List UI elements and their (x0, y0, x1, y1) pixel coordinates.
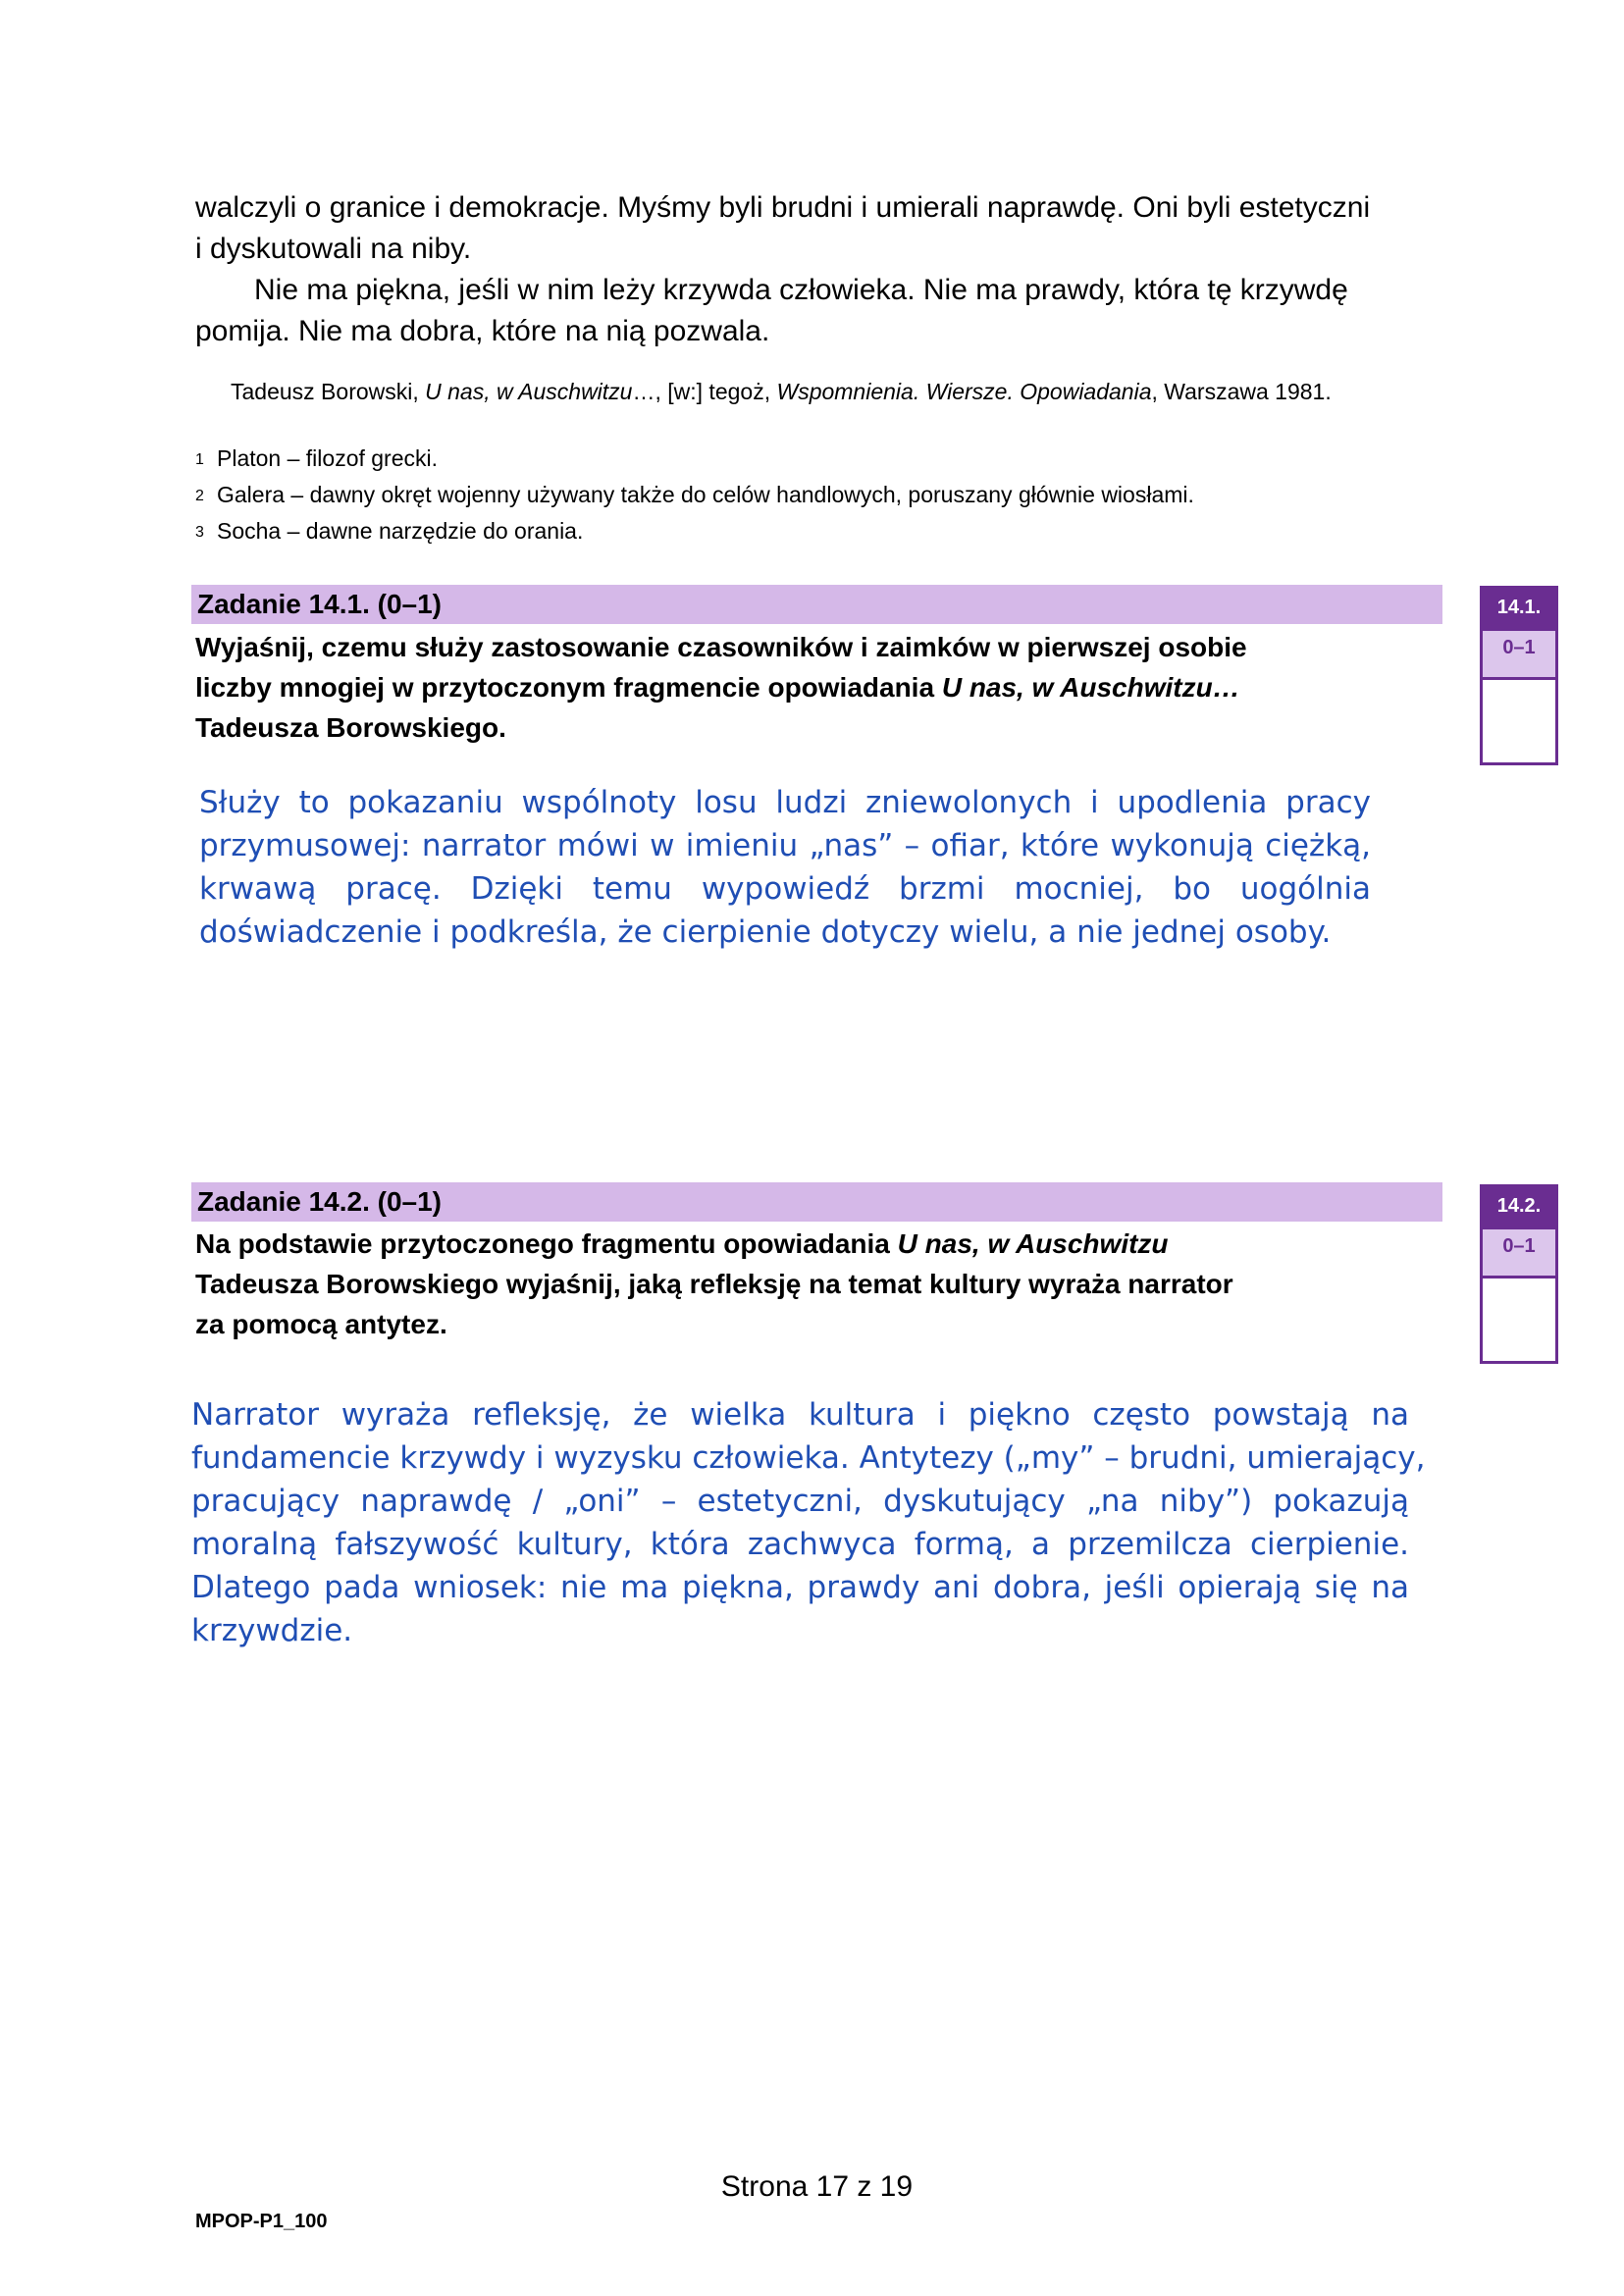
task-14-2-answer[interactable] (191, 1393, 1426, 1652)
question-work-title: U nas, w Auschwitzu… (941, 672, 1240, 703)
answer-line: Narrator wyraża refleksję, że wielka kultura i piękno często powstają na (191, 1397, 1409, 1433)
question-text: Na podstawie przytoczonego fragmentu opowiadania (195, 1228, 898, 1259)
page-number: Strona 17 z 19 (720, 2170, 914, 2203)
task-14-2-question-line-1 (195, 1224, 1169, 1264)
answer-line: fundamencie krzywdy i wyzysku człowieka. Antytezy („my” – brudni, umierający, (191, 1440, 1426, 1476)
score-id: 14.1. (1483, 589, 1555, 628)
task-14-1-question-line-1: Wyjaśnij, czemu służy zastosowanie czasowników i zaimków w pierwszej osobie (195, 632, 1247, 662)
source-title: U nas, w Auschwitzu (425, 379, 633, 404)
answer-line: krwawą pracę. Dzięki temu wypowiedź brzmi mocniej, bo uogólnia (199, 871, 1371, 907)
question-work-title: U nas, w Auschwitzu (897, 1228, 1169, 1259)
score-entry-field[interactable] (1483, 680, 1555, 762)
passage-line-4: pomija. Nie ma dobra, które na nią pozwala. (195, 315, 770, 347)
task-14-2-header: Zadanie 14.2. (0–1) (191, 1182, 1442, 1222)
passage-line-3: Nie ma piękna, jeśli w nim leży krzywda człowieka. Nie ma prawdy, która tę krzywdę (254, 274, 1348, 306)
answer-line: przymusowej: narrator mówi w imieniu „nas” – ofiar, które wykonują ciężką, (199, 828, 1371, 863)
footnote-text: Galera – dawny okręt wojenny używany także do celów handlowych, poruszany głównie wiosłami. (217, 482, 1194, 507)
score-box-14-1 (1480, 586, 1558, 765)
task-14-1-header: Zadanie 14.1. (0–1) (191, 585, 1442, 624)
footnote-text: Socha – dawne narzędzie do orania. (217, 518, 584, 544)
passage-line-2: i dyskutowali na niby. (195, 233, 472, 265)
answer-line: moralną fałszywość kultury, która zachwyca formą, a przemilcza cierpienie. (191, 1527, 1409, 1562)
score-id: 14.2. (1483, 1187, 1555, 1226)
answer-line: doświadczenie i podkreśla, że cierpienie dotyczy wielu, a nie jednej osoby. (199, 914, 1332, 950)
question-text: liczby mnogiej w przytoczonym fragmencie opowiadania (195, 672, 942, 703)
footnote-number: 1 (195, 451, 204, 468)
answer-line: Dlatego pada wniosek: nie ma piękna, prawdy ani dobra, jeśli opierają się na (191, 1570, 1409, 1605)
source-end: , Warszawa 1981. (1151, 379, 1332, 404)
answer-line: krzywdzie. (191, 1613, 353, 1648)
source-citation (231, 377, 1332, 406)
score-points: 0–1 (1483, 628, 1555, 680)
source-author: Tadeusz Borowski, (231, 379, 426, 404)
task-14-1-answer[interactable] (199, 781, 1371, 954)
score-box-14-2 (1480, 1184, 1558, 1364)
footnote-2 (195, 480, 1194, 511)
footnote-number: 2 (195, 488, 204, 504)
footnote-number: 3 (195, 524, 204, 541)
footnote-text: Platon – filozof grecki. (217, 445, 439, 471)
task-14-2-question-line-2: Tadeusza Borowskiego wyjaśnij, jaką refleksję na temat kultury wyraża narrator (195, 1269, 1233, 1299)
task-14-1-question-line-3: Tadeusza Borowskiego. (195, 712, 506, 743)
passage-line-1: walczyli o granice i demokracje. Myśmy byli brudni i umierali naprawdę. Oni byli estetyczni (195, 191, 1371, 224)
source-book: Wspomnienia. Wiersze. Opowiadania (776, 379, 1152, 404)
source-mid: …, [w:] tegoż, (632, 379, 777, 404)
footnote-1 (195, 444, 438, 475)
footnote-3 (195, 516, 583, 548)
answer-line: pracujący naprawdę / „oni” – estetyczni, dyskutujący „na niby”) pokazują (191, 1484, 1409, 1519)
answer-line: Służy to pokazaniu wspólnoty losu ludzi zniewolonych i upodlenia pracy (199, 785, 1371, 820)
exam-code: MPOP-P1_100 (195, 2211, 328, 2232)
score-entry-field[interactable] (1483, 1278, 1555, 1361)
task-14-1-question-line-2 (195, 667, 1240, 707)
score-points: 0–1 (1483, 1226, 1555, 1278)
task-14-2-question-line-3: za pomocą antytez. (195, 1309, 447, 1339)
